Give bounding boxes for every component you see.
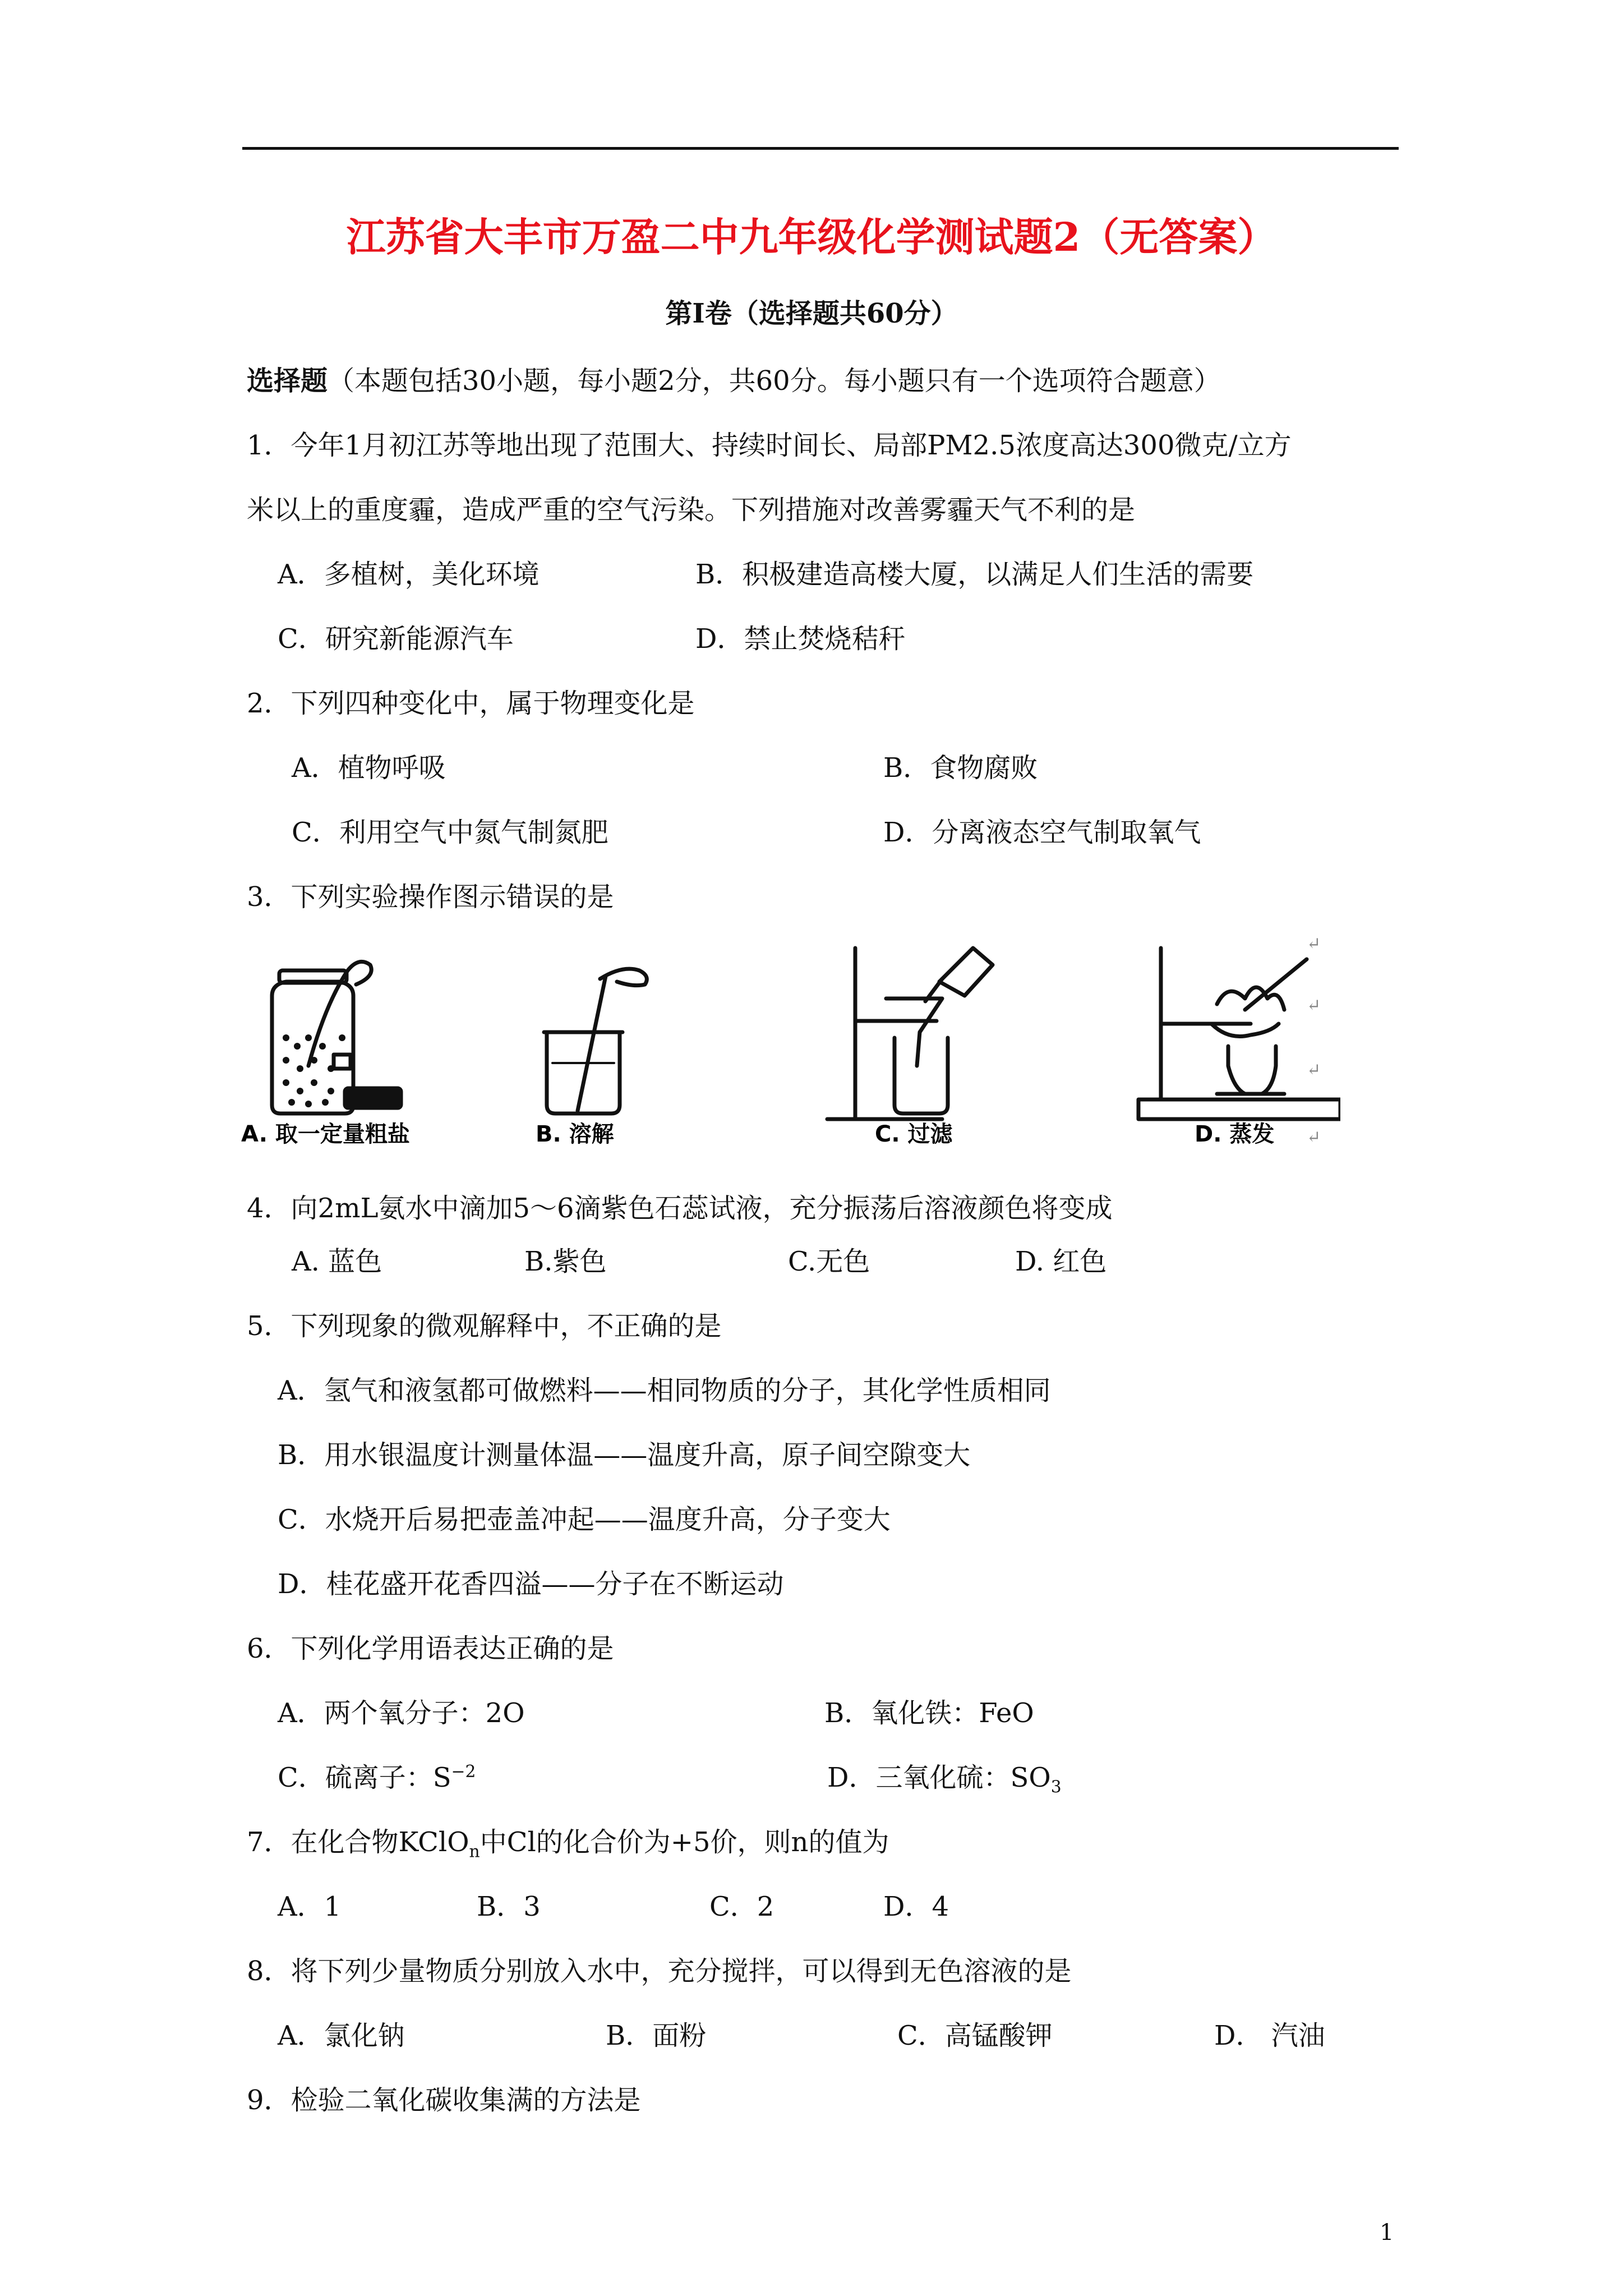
q1-option-a: A．多植树，美化环境 <box>278 559 540 590</box>
q3-stem: 3．下列实验操作图示错误的是 <box>247 881 614 913</box>
q5-option-a: A．氢气和液氢都可做燃料——相同物质的分子，其化学性质相同 <box>278 1375 1051 1406</box>
q7-option-a: A．1 <box>278 1891 342 1922</box>
q9-stem: 9．检验二氧化碳收集满的方法是 <box>247 2085 641 2116</box>
q1-option-d: D．禁止焚烧秸秆 <box>695 623 906 655</box>
q8-option-c: C．高锰酸钾 <box>897 2020 1053 2051</box>
q3-caption-c: C. 过滤 <box>875 1121 953 1144</box>
q4-option-a: A. 蓝色 <box>292 1246 382 1277</box>
q5-option-c: C．水烧开后易把壶盖冲起——温度升高，分子变大 <box>278 1504 891 1535</box>
q6-option-a: A．两个氧分子：2O <box>278 1697 525 1729</box>
q3-caption-d: D. 蒸发 <box>1195 1121 1275 1144</box>
return-mark-icon: ↵ <box>1307 1060 1321 1080</box>
q2-stem: 2．下列四种变化中，属于物理变化是 <box>247 688 695 719</box>
return-mark-icon: ↵ <box>1307 996 1321 1015</box>
q6-stem: 6．下列化学用语表达正确的是 <box>247 1633 614 1664</box>
q6-option-d: D．三氧化硫：$SO_3$ <box>827 1762 1062 1797</box>
intro-text: （本题包括30小题，每小题2分，共60分。每小题只有一个选项符合题意） <box>328 365 1221 397</box>
q7-stem: 7．在化合物KClO$_n$中Cl的化合价为+5价，则n的值为 <box>247 1826 889 1862</box>
page-title: 江苏省大丰市万盈二中九年级化学测试题2（无答案） <box>346 214 1277 260</box>
q4-option-b: B.紫色 <box>524 1246 607 1277</box>
q2-option-a: A．植物呼吸 <box>292 752 446 784</box>
q1-option-c: C．研究新能源汽车 <box>278 623 514 655</box>
q7-option-d: D．4 <box>883 1891 949 1922</box>
section-subtitle: 第Ⅰ卷（选择题共60分） <box>665 298 958 329</box>
q1-option-b: B．积极建造高楼大厦，以满足人们生活的需要 <box>695 559 1254 590</box>
q2-option-d: D．分离液态空气制取氧气 <box>883 817 1201 848</box>
q5-option-d: D．桂花盛开花香四溢——分子在不断运动 <box>278 1568 784 1600</box>
q1-stem-line2: 米以上的重度霾，造成严重的空气污染。下列措施对改善雾霾天气不利的是 <box>247 494 1136 526</box>
q3-apparatus-figure <box>241 926 1340 1144</box>
intro-line <box>247 365 1221 397</box>
page-number: 1 <box>1380 2220 1394 2246</box>
q6-option-b: B．氧化铁：FeO <box>824 1697 1034 1729</box>
q3-caption-a: A. 取一定量粗盐 <box>241 1121 410 1144</box>
return-mark-icon: ↵ <box>1307 934 1321 954</box>
q8-stem: 8．将下列少量物质分别放入水中，充分搅拌，可以得到无色溶液的是 <box>247 1955 1072 1987</box>
q8-option-b: B．面粉 <box>606 2020 707 2051</box>
q6-option-c: C．硫离子：$S^{-2}$ <box>278 1762 476 1793</box>
q3-caption-b: B. 溶解 <box>536 1121 614 1144</box>
header-rule <box>242 147 1399 150</box>
q5-option-b: B．用水银温度计测量体温——温度升高，原子间空隙变大 <box>278 1439 971 1471</box>
return-mark-icon: ↵ <box>1307 1128 1321 1147</box>
q8-option-d: D． 汽油 <box>1214 2020 1325 2051</box>
q7-option-b: B．3 <box>477 1891 541 1922</box>
q5-stem: 5．下列现象的微观解释中，不正确的是 <box>247 1310 722 1342</box>
q4-stem: 4．向2mL氨水中滴加5～6滴紫色石蕊试液，充分振荡后溶液颜色将变成 <box>247 1193 1113 1224</box>
jar-spoon-illustration <box>272 961 401 1114</box>
q4-option-d: D. 红色 <box>1015 1246 1107 1277</box>
q7-option-c: C．2 <box>709 1891 774 1922</box>
q1-stem-line1: 1．今年1月初江苏等地出现了范围大、持续时间长、局部PM2.5浓度高达300微克/立方 <box>247 430 1292 461</box>
q8-option-a: A．氯化钠 <box>278 2020 405 2051</box>
q4-option-c: C.无色 <box>788 1246 870 1277</box>
q2-option-b: B．食物腐败 <box>883 752 1038 784</box>
intro-label: 选择题 <box>247 365 328 397</box>
q2-option-c: C．利用空气中氮气制氮肥 <box>292 817 608 848</box>
